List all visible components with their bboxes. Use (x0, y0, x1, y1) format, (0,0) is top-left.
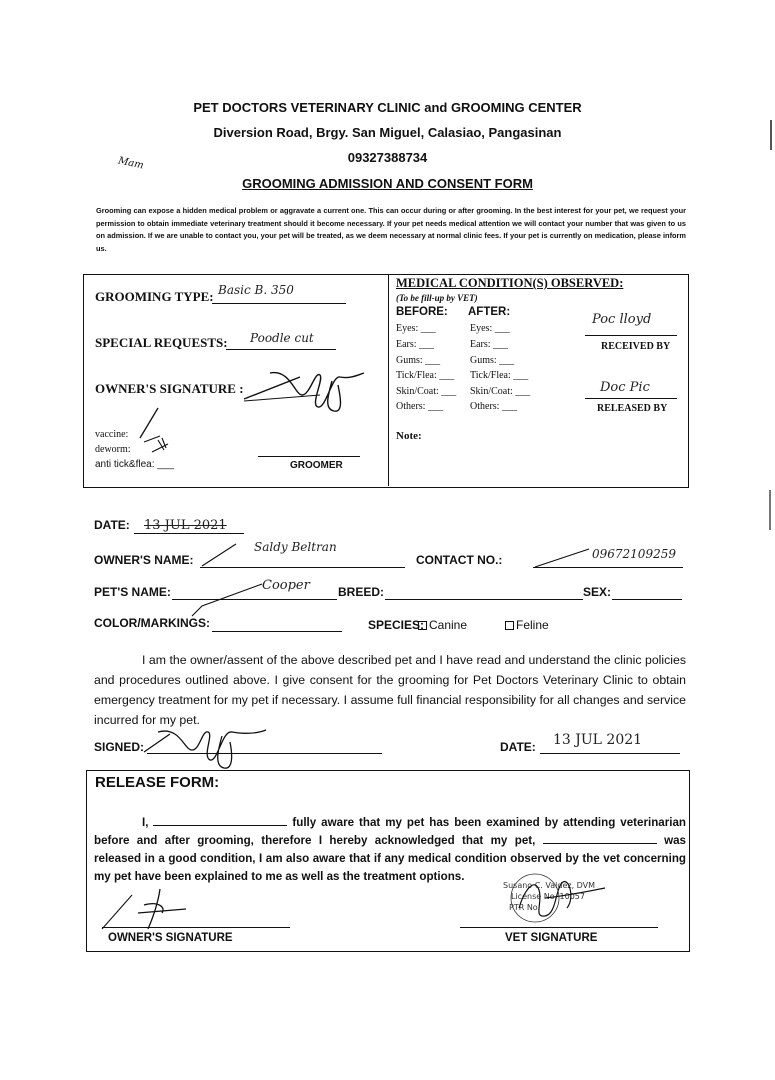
before-item: Others: ___ (396, 401, 443, 412)
before-item: Gums: ___ (396, 355, 441, 366)
intro-paragraph: Grooming can expose a hidden medical problem or aggravate a current one. This can occur during or after grooming. In the best interest for your pet, we request your permission to obtain immediate veterinary treatment should it become necessary. If your pet needs medical attention we will contact your number that was given to us on admission. If we are unable to contact you, your pet will be treated, as we deem necessary at normal clinic fees. If your pet is currently on medication, please inform us. (96, 206, 686, 253)
color-markings-label: COLOR/MARKINGS: (94, 616, 210, 630)
signed-date-value[interactable]: 13 JUL 2021 (553, 732, 643, 748)
owner-name-value[interactable]: Saldy Beltran (254, 540, 337, 554)
special-requests-value[interactable]: Poodle cut (250, 331, 314, 345)
vet-signature-drawing (505, 868, 615, 928)
owner-name-stroke (200, 540, 240, 570)
after-item: Gums: ___ (470, 355, 515, 366)
feline-label: Feline (516, 618, 549, 632)
color-markings-line (212, 630, 342, 632)
medical-title: MEDICAL CONDITION(S) OBSERVED: (396, 276, 624, 290)
before-label: BEFORE: (396, 306, 448, 318)
released-by-line (585, 397, 677, 399)
scan-edge-mark (770, 120, 772, 150)
scan-edge-mark (769, 490, 771, 530)
vaccine-check-marks (138, 408, 178, 458)
pet-name-label: PET'S NAME: (94, 585, 171, 599)
release-i-label: I, (142, 816, 149, 829)
sex-label: SEX: (583, 585, 612, 599)
handwritten-note: Mam (117, 155, 145, 172)
owner-name-label: OWNER'S NAME: (94, 553, 194, 567)
signed-label: SIGNED: (94, 740, 145, 754)
release-owner-signature-label: OWNER'S SIGNATURE (108, 932, 233, 944)
clinic-phone: 09327388734 (347, 150, 428, 165)
grooming-type-line (212, 302, 346, 304)
clinic-name: PET DOCTORS VETERINARY CLINIC and GROOMING CENTER (193, 100, 582, 115)
special-requests-line (226, 348, 336, 350)
feline-checkbox[interactable] (505, 621, 514, 630)
breed-label: BREED: (338, 585, 385, 599)
signed-date-label: DATE: (500, 740, 536, 754)
signed-signature-drawing (140, 722, 290, 770)
canine-checkbox[interactable] (418, 621, 427, 630)
signed-date-line (540, 752, 680, 754)
clinic-address: Diversion Road, Brgy. San Miguel, Calasiao, Pangasinan (213, 125, 562, 140)
grooming-type-value[interactable]: Basic B. 350 (218, 283, 294, 297)
owner-signature-line (102, 926, 290, 928)
release-form-title: RELEASE FORM: (95, 774, 220, 791)
date-value[interactable]: 13 JUL 2021 (144, 518, 227, 533)
pet-name-stroke (190, 578, 265, 618)
after-item: Eyes: ___ (470, 323, 510, 334)
consent-paragraph: I am the owner/assent of the above described pet and I have read and understand the clinic policies and procedures outlined above. I give consent for the grooming for Pet Doctors Veterinary Clinic to obtain emergency treatment for my pet if necessary. I assume full financial responsibility for all changes and service incurred for my pet. (94, 653, 686, 727)
form-title: GROOMING ADMISSION AND CONSENT FORM (242, 176, 533, 191)
after-item: Ears: ___ (470, 339, 509, 350)
special-requests-label: SPECIAL REQUESTS: (95, 335, 228, 350)
before-item: Tick/Flea: ___ (396, 370, 455, 381)
deworm-label: deworm: (95, 444, 131, 455)
vaccine-label: vaccine: (95, 429, 129, 440)
before-item: Eyes: ___ (396, 323, 436, 334)
stamp-license: License No. 10057 (511, 892, 585, 901)
contact-stroke (533, 545, 593, 569)
release-text-1: fully aware that my pet has been examined by attending veterinarian before and after grooming, therefore I hereby acknowledged that my pet, (94, 816, 686, 847)
pet-name-value[interactable]: Cooper (262, 578, 310, 593)
grooming-type-label: GROOMING TYPE: (95, 289, 214, 304)
release-owner-name-blank[interactable] (153, 825, 287, 826)
received-by-value[interactable]: Poc lloyd (592, 312, 652, 327)
anti-tick-label: anti tick&flea: ___ (95, 459, 174, 470)
received-by-label: RECEIVED BY (601, 341, 671, 352)
before-item: Ears: ___ (396, 339, 435, 350)
release-vet-signature-label: VET SIGNATURE (505, 932, 598, 944)
contact-value[interactable]: 09672109259 (592, 547, 676, 561)
before-item: Skin/Coat: ___ (396, 386, 457, 397)
released-by-label: RELEASED BY (597, 403, 668, 414)
vet-signature-line (460, 926, 658, 928)
release-text-2: was released in a good condition, I am also aware that if any medical condition observed by the vet concerning my pet have been explained to me as well as the treatment options. (94, 834, 686, 883)
species-label: SPECIES: (368, 618, 425, 632)
stamp-ptr: PTR No. (509, 903, 541, 912)
date-label: DATE: (94, 518, 130, 532)
release-pet-name-blank[interactable] (543, 843, 657, 844)
after-item: Tick/Flea: ___ (470, 370, 529, 381)
after-item: Others: ___ (470, 401, 517, 412)
stamp-name: Susano C. Valdez, DVM (503, 881, 596, 890)
owner-signature-drawing (240, 365, 370, 415)
after-label: AFTER: (468, 306, 511, 318)
breed-line (385, 598, 583, 600)
contact-label: CONTACT NO.: (416, 553, 503, 567)
sex-line (612, 598, 682, 600)
groomer-line (258, 455, 360, 457)
owner-signature-label: OWNER'S SIGNATURE : (95, 381, 244, 396)
released-by-value[interactable]: Doc Pic (600, 380, 650, 395)
medical-subtitle: (To be fill-up by VET) (396, 293, 478, 303)
after-item: Skin/Coat: ___ (470, 386, 531, 397)
received-by-line (585, 334, 677, 336)
groomer-label: GROOMER (290, 460, 343, 471)
note-label: Note: (396, 430, 422, 442)
box-divider (388, 274, 389, 486)
canine-label: Canine (429, 618, 468, 632)
